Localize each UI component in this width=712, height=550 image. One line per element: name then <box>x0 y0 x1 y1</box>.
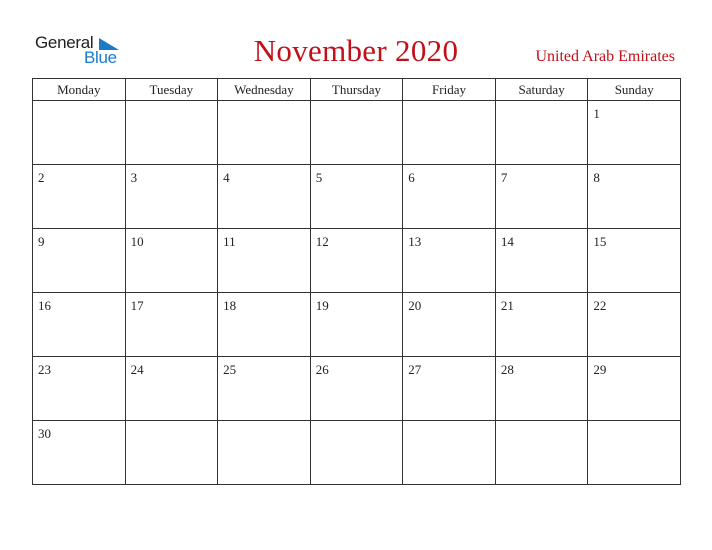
day-cell <box>310 165 403 229</box>
day-number: 21 <box>500 298 514 313</box>
day-number: 14 <box>500 234 514 249</box>
day-cell <box>310 229 403 293</box>
day-number <box>311 101 403 107</box>
day-number: 7 <box>500 170 508 185</box>
day-cell <box>403 421 496 485</box>
calendar-grid <box>32 78 681 485</box>
day-number: 20 <box>408 298 422 313</box>
day-number: 9 <box>38 234 45 249</box>
day-cell <box>218 293 311 357</box>
day-cell <box>588 357 681 421</box>
day-number <box>496 421 588 427</box>
day-number: 18 <box>223 298 237 313</box>
calendar-body <box>33 101 681 485</box>
day-cell <box>218 421 311 485</box>
day-number <box>311 421 403 427</box>
day-cell <box>33 165 126 229</box>
country-label: United Arab Emirates <box>535 48 675 65</box>
day-cell <box>495 229 588 293</box>
weekday-thursday: Thursday <box>310 79 403 101</box>
day-number: 29 <box>593 362 607 377</box>
day-number: 5 <box>315 170 323 185</box>
day-cell <box>218 357 311 421</box>
weekday-header-row <box>33 79 681 101</box>
day-number: 19 <box>315 298 329 313</box>
day-number <box>403 421 495 427</box>
day-number: 10 <box>130 234 144 249</box>
week-row <box>33 357 681 421</box>
day-cell <box>588 165 681 229</box>
day-number: 27 <box>408 362 422 377</box>
day-number <box>588 421 680 427</box>
day-cell <box>403 293 496 357</box>
day-cell <box>588 229 681 293</box>
day-number: 16 <box>38 298 51 313</box>
day-cell <box>495 357 588 421</box>
month-title: November 2020 <box>253 33 459 68</box>
day-cell <box>310 357 403 421</box>
logo-text-blue: Blue <box>84 48 117 67</box>
day-cell <box>33 101 126 165</box>
day-cell <box>588 421 681 485</box>
day-cell <box>403 101 496 165</box>
day-number <box>33 101 125 107</box>
weekday-friday: Friday <box>403 79 496 101</box>
day-cell <box>495 165 588 229</box>
day-cell <box>495 101 588 165</box>
weekday-sunday: Sunday <box>588 79 681 101</box>
week-row <box>33 421 681 485</box>
day-number: 28 <box>500 362 514 377</box>
day-number: 23 <box>38 362 51 377</box>
day-number: 2 <box>38 170 45 185</box>
day-cell <box>218 165 311 229</box>
week-row <box>33 101 681 165</box>
day-cell <box>33 229 126 293</box>
day-number: 12 <box>315 234 329 249</box>
day-cell <box>125 357 218 421</box>
day-number: 22 <box>593 298 607 313</box>
day-number: 13 <box>408 234 422 249</box>
week-row <box>33 229 681 293</box>
day-number: 15 <box>593 234 607 249</box>
day-cell <box>310 421 403 485</box>
day-number <box>126 421 218 427</box>
day-number: 25 <box>223 362 237 377</box>
week-row <box>33 293 681 357</box>
day-cell <box>403 229 496 293</box>
weekday-wednesday: Wednesday <box>218 79 311 101</box>
day-number <box>218 421 310 427</box>
day-number: 6 <box>408 170 415 185</box>
day-number: 26 <box>315 362 329 377</box>
day-number: 3 <box>130 170 138 185</box>
day-number: 17 <box>130 298 144 313</box>
day-number <box>403 101 495 107</box>
day-number: 30 <box>38 426 51 441</box>
day-cell <box>403 357 496 421</box>
day-cell <box>218 229 311 293</box>
weekday-tuesday: Tuesday <box>125 79 218 101</box>
day-cell <box>310 293 403 357</box>
day-number: 4 <box>223 170 230 185</box>
day-cell <box>33 293 126 357</box>
day-number <box>126 101 218 107</box>
day-number: 11 <box>223 234 236 249</box>
weekday-saturday: Saturday <box>495 79 588 101</box>
day-cell <box>125 101 218 165</box>
day-number <box>496 101 588 107</box>
day-cell <box>403 165 496 229</box>
day-cell <box>218 101 311 165</box>
day-cell <box>495 421 588 485</box>
day-cell <box>588 101 681 165</box>
day-number <box>218 101 310 107</box>
day-cell <box>310 101 403 165</box>
day-cell <box>125 293 218 357</box>
day-cell <box>33 357 126 421</box>
day-cell <box>495 293 588 357</box>
day-number: 24 <box>130 362 144 377</box>
logo-text-general: General <box>35 33 94 52</box>
day-cell <box>125 229 218 293</box>
day-cell <box>33 421 126 485</box>
day-cell <box>125 421 218 485</box>
week-row <box>33 165 681 229</box>
day-number: 8 <box>593 170 600 185</box>
day-cell <box>588 293 681 357</box>
day-number: 1 <box>593 106 600 121</box>
weekday-monday: Monday <box>33 79 126 101</box>
day-cell <box>125 165 218 229</box>
